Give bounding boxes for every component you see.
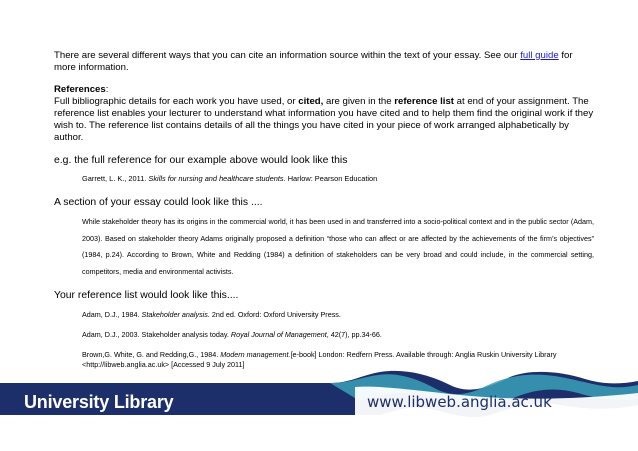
references-heading-colon: :: [105, 84, 109, 95]
intro-text: There are several different ways that you can cite an information source within the text of your essay. See our: [54, 50, 521, 61]
example-intro: e.g. the full reference for our example above would look like this: [54, 155, 348, 166]
reference-item-title: Modern management.: [220, 349, 291, 359]
example-reference: [82, 174, 594, 183]
library-url[interactable]: www.libweb.anglia.ac.uk: [367, 393, 552, 411]
references-heading-line: [54, 84, 594, 96]
references-text-b: are given in the: [323, 96, 395, 107]
references-text-a: Full bibliographic details for each work you have used, or: [54, 96, 299, 107]
intro-paragraph: [54, 50, 594, 74]
reference-item-text: , 42(7), pp.34-66.: [326, 330, 382, 340]
essay-excerpt: While stakeholder theory has its origins in the commercial world, it has been used in and transferred into a socio-political context and in the public sector (Adam, 2003). Based on stakeholder theory Adams originally proposed a definition “those who can affect or are affected by the achievements of the firm’s objectives” (1984, p.24). According to Brown, White and Redding (1984) a definition of stakeholders can be very broad and could include, in the commercial setting, competitors, media and environmental activists.: [82, 217, 594, 276]
university-library-logo: University Library: [24, 392, 174, 412]
cited-term: cited,: [298, 96, 324, 107]
example-ref-publisher: . Harlow: Pearson Education: [283, 174, 378, 183]
full-guide-link[interactable]: full guide: [520, 50, 559, 61]
example-ref-author: Garrett, L. K., 2011.: [82, 174, 149, 183]
reference-item-title: Stakeholder analysis.: [141, 310, 210, 320]
library-footer-banner: [0, 365, 638, 451]
references-heading: References: [54, 84, 106, 95]
reference-item-text: Adam, D.J., 2003. Stakeholder analysis today.: [82, 330, 231, 340]
references-text-c: at end of your assignment. The reference list enables your lecturer to understand what information you have cited and to help them find the original work if they wish to. The reference list contains details of all the things you have cited in your piece of work arranged alphabetically by author.: [54, 96, 594, 143]
reference-item-text: Adam, D.J., 1984.: [82, 310, 142, 320]
references-paragraph: [54, 96, 594, 144]
reference-list-heading: Your reference list would look like this....: [54, 290, 239, 302]
intro-text-end: for more information.: [54, 50, 573, 73]
reference-item: [82, 330, 594, 340]
references-section: [54, 84, 594, 144]
reference-list-term: reference list: [394, 96, 454, 107]
essay-section-heading: A section of your essay could look like this ....: [54, 197, 263, 208]
reference-item-text: 2nd ed. Oxford: Oxford University Press.: [209, 310, 341, 320]
reference-item: [82, 310, 594, 320]
reference-item-title: Royal Journal of Management: [230, 330, 327, 340]
document-body: [54, 50, 594, 370]
reference-item-text: [e-book] London: Redfern Press. Available through: Anglia Ruskin University Library <http://libweb.anglia.ac.uk> [Accessed 9 July 2011]: [82, 349, 557, 369]
example-ref-title: Skills for nursing and healthcare students: [148, 174, 284, 183]
reference-item-text: Brown,G. White, G. and Redding,G., 1984.: [82, 349, 221, 359]
